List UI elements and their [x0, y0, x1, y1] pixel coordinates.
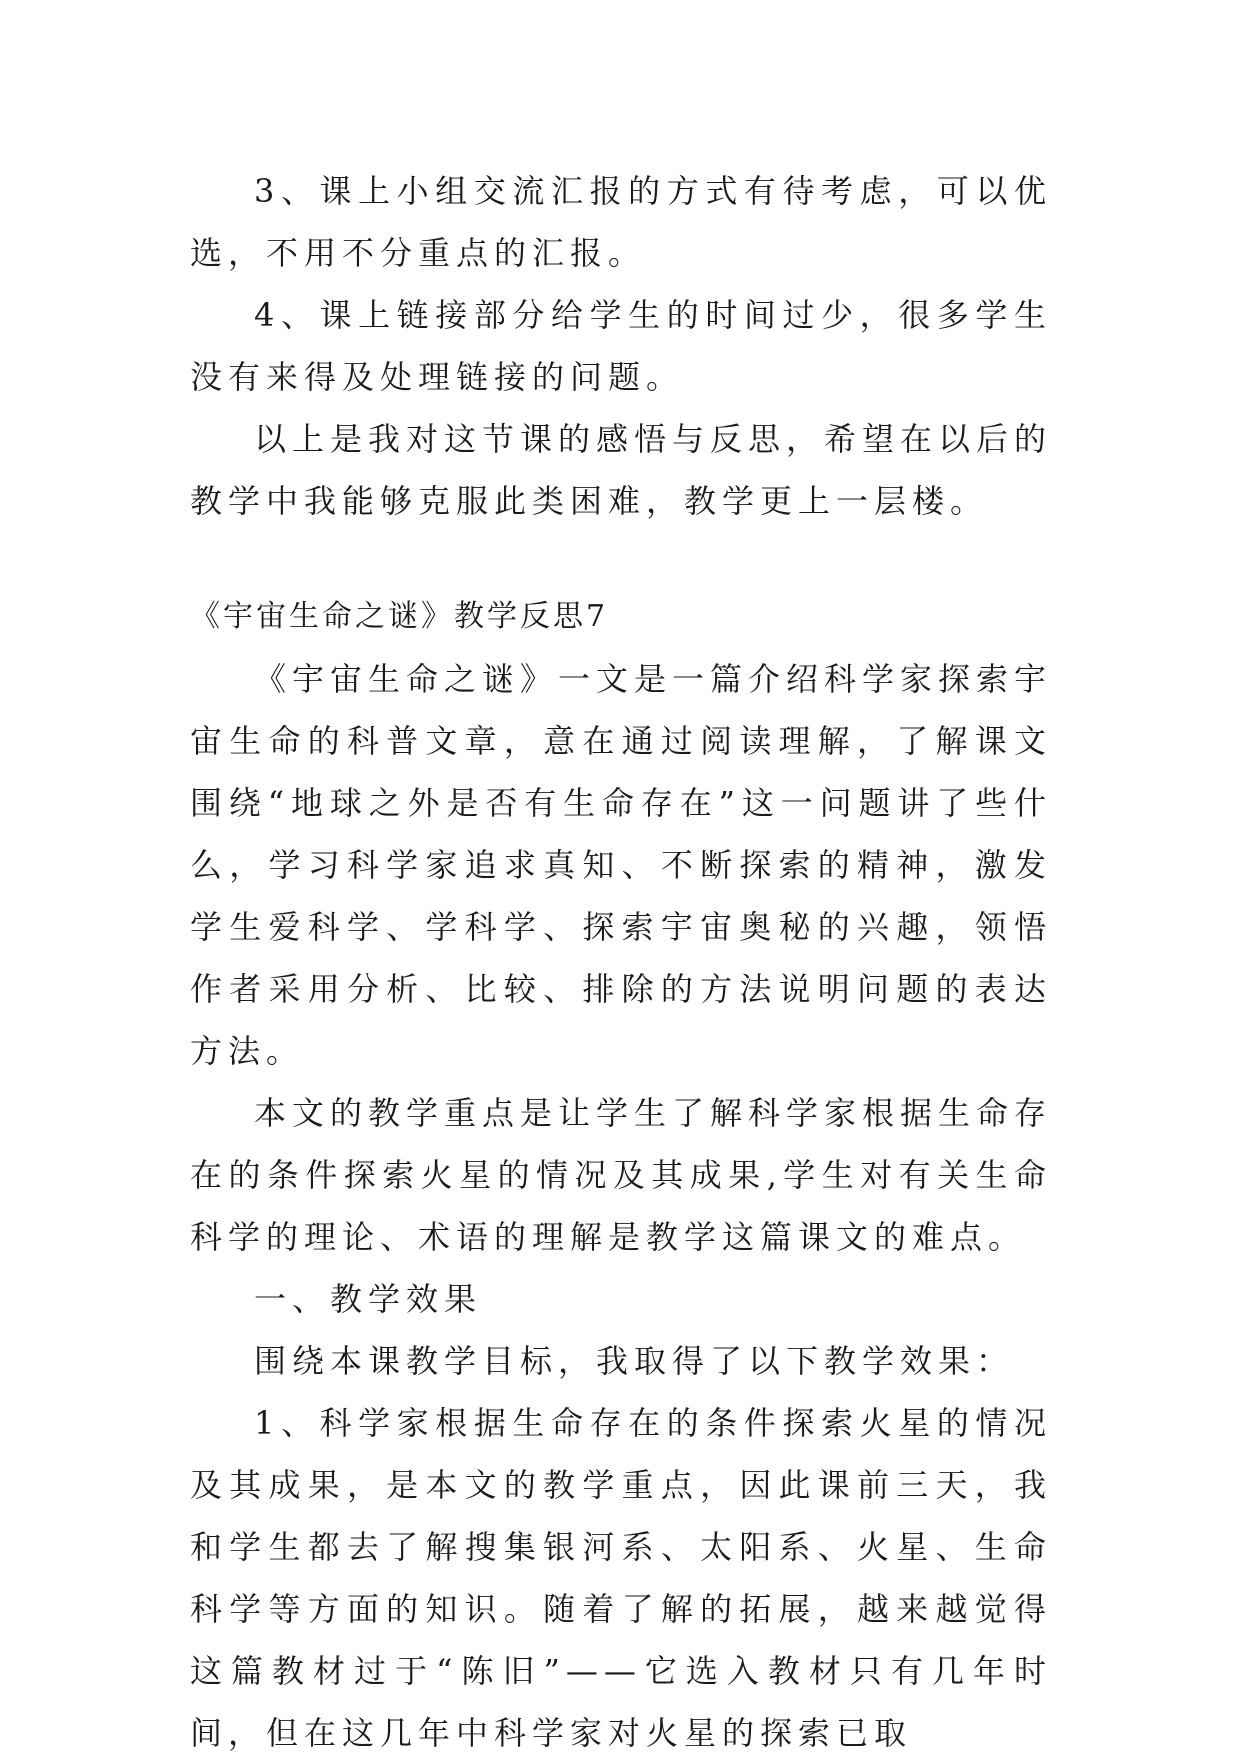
section-title: 《宇宙生命之谜》教学反思7	[190, 599, 609, 634]
document-body	[190, 160, 1052, 1764]
paragraph-effect-intro: 围绕本课教学目标，我取得了以下教学效果：	[254, 1342, 1015, 1380]
paragraph-point-3: 3、课上小组交流汇报的方式有待考虑，可以优选，不用不分重点的汇报。	[190, 172, 1052, 272]
paragraph-conclusion: 以上是我对这节课的感悟与反思，希望在以后的教学中我能够克服此类困难，教学更上一层楼。	[190, 420, 1053, 520]
paragraph-point-4: 4、课上链接部分给学生的时间过少，很多学生没有来得及处理链接的问题。	[190, 296, 1052, 396]
paragraph-teaching-focus: 本文的教学重点是让学生了解科学家根据生命存在的条件探索火星的情况及其成果,学生对有关生命科学的理论、术语的理解是教学这篇课文的难点。	[190, 1094, 1053, 1256]
paragraph-intro: 《宇宙生命之谜》一文是一篇介绍科学家探索宇宙生命的科普文章，意在通过阅读理解，了解课文围绕“地球之外是否有生命存在”这一问题讲了些什么，学习科学家追求真知、不断探索的精神，激发学生爱科学、学科学、探索宇宙奥秘的兴趣，领悟作者采用分析、比较、排除的方法说明问题的表达方法。	[190, 660, 1053, 1070]
subheading-teaching-effect: 一、教学效果	[254, 1280, 483, 1318]
paragraph-effect-1: 1、科学家根据生命存在的条件探索火星的情况及其成果，是本文的教学重点，因此课前三天，我和学生都去了解搜集银河系、太阳系、火星、生命科学等方面的知识。随着了解的拓展，越来越觉得这篇教材过于“陈旧”——它选入教材只有几年时间，但在这几年中科学家对火星的探索已取	[190, 1404, 1052, 1752]
